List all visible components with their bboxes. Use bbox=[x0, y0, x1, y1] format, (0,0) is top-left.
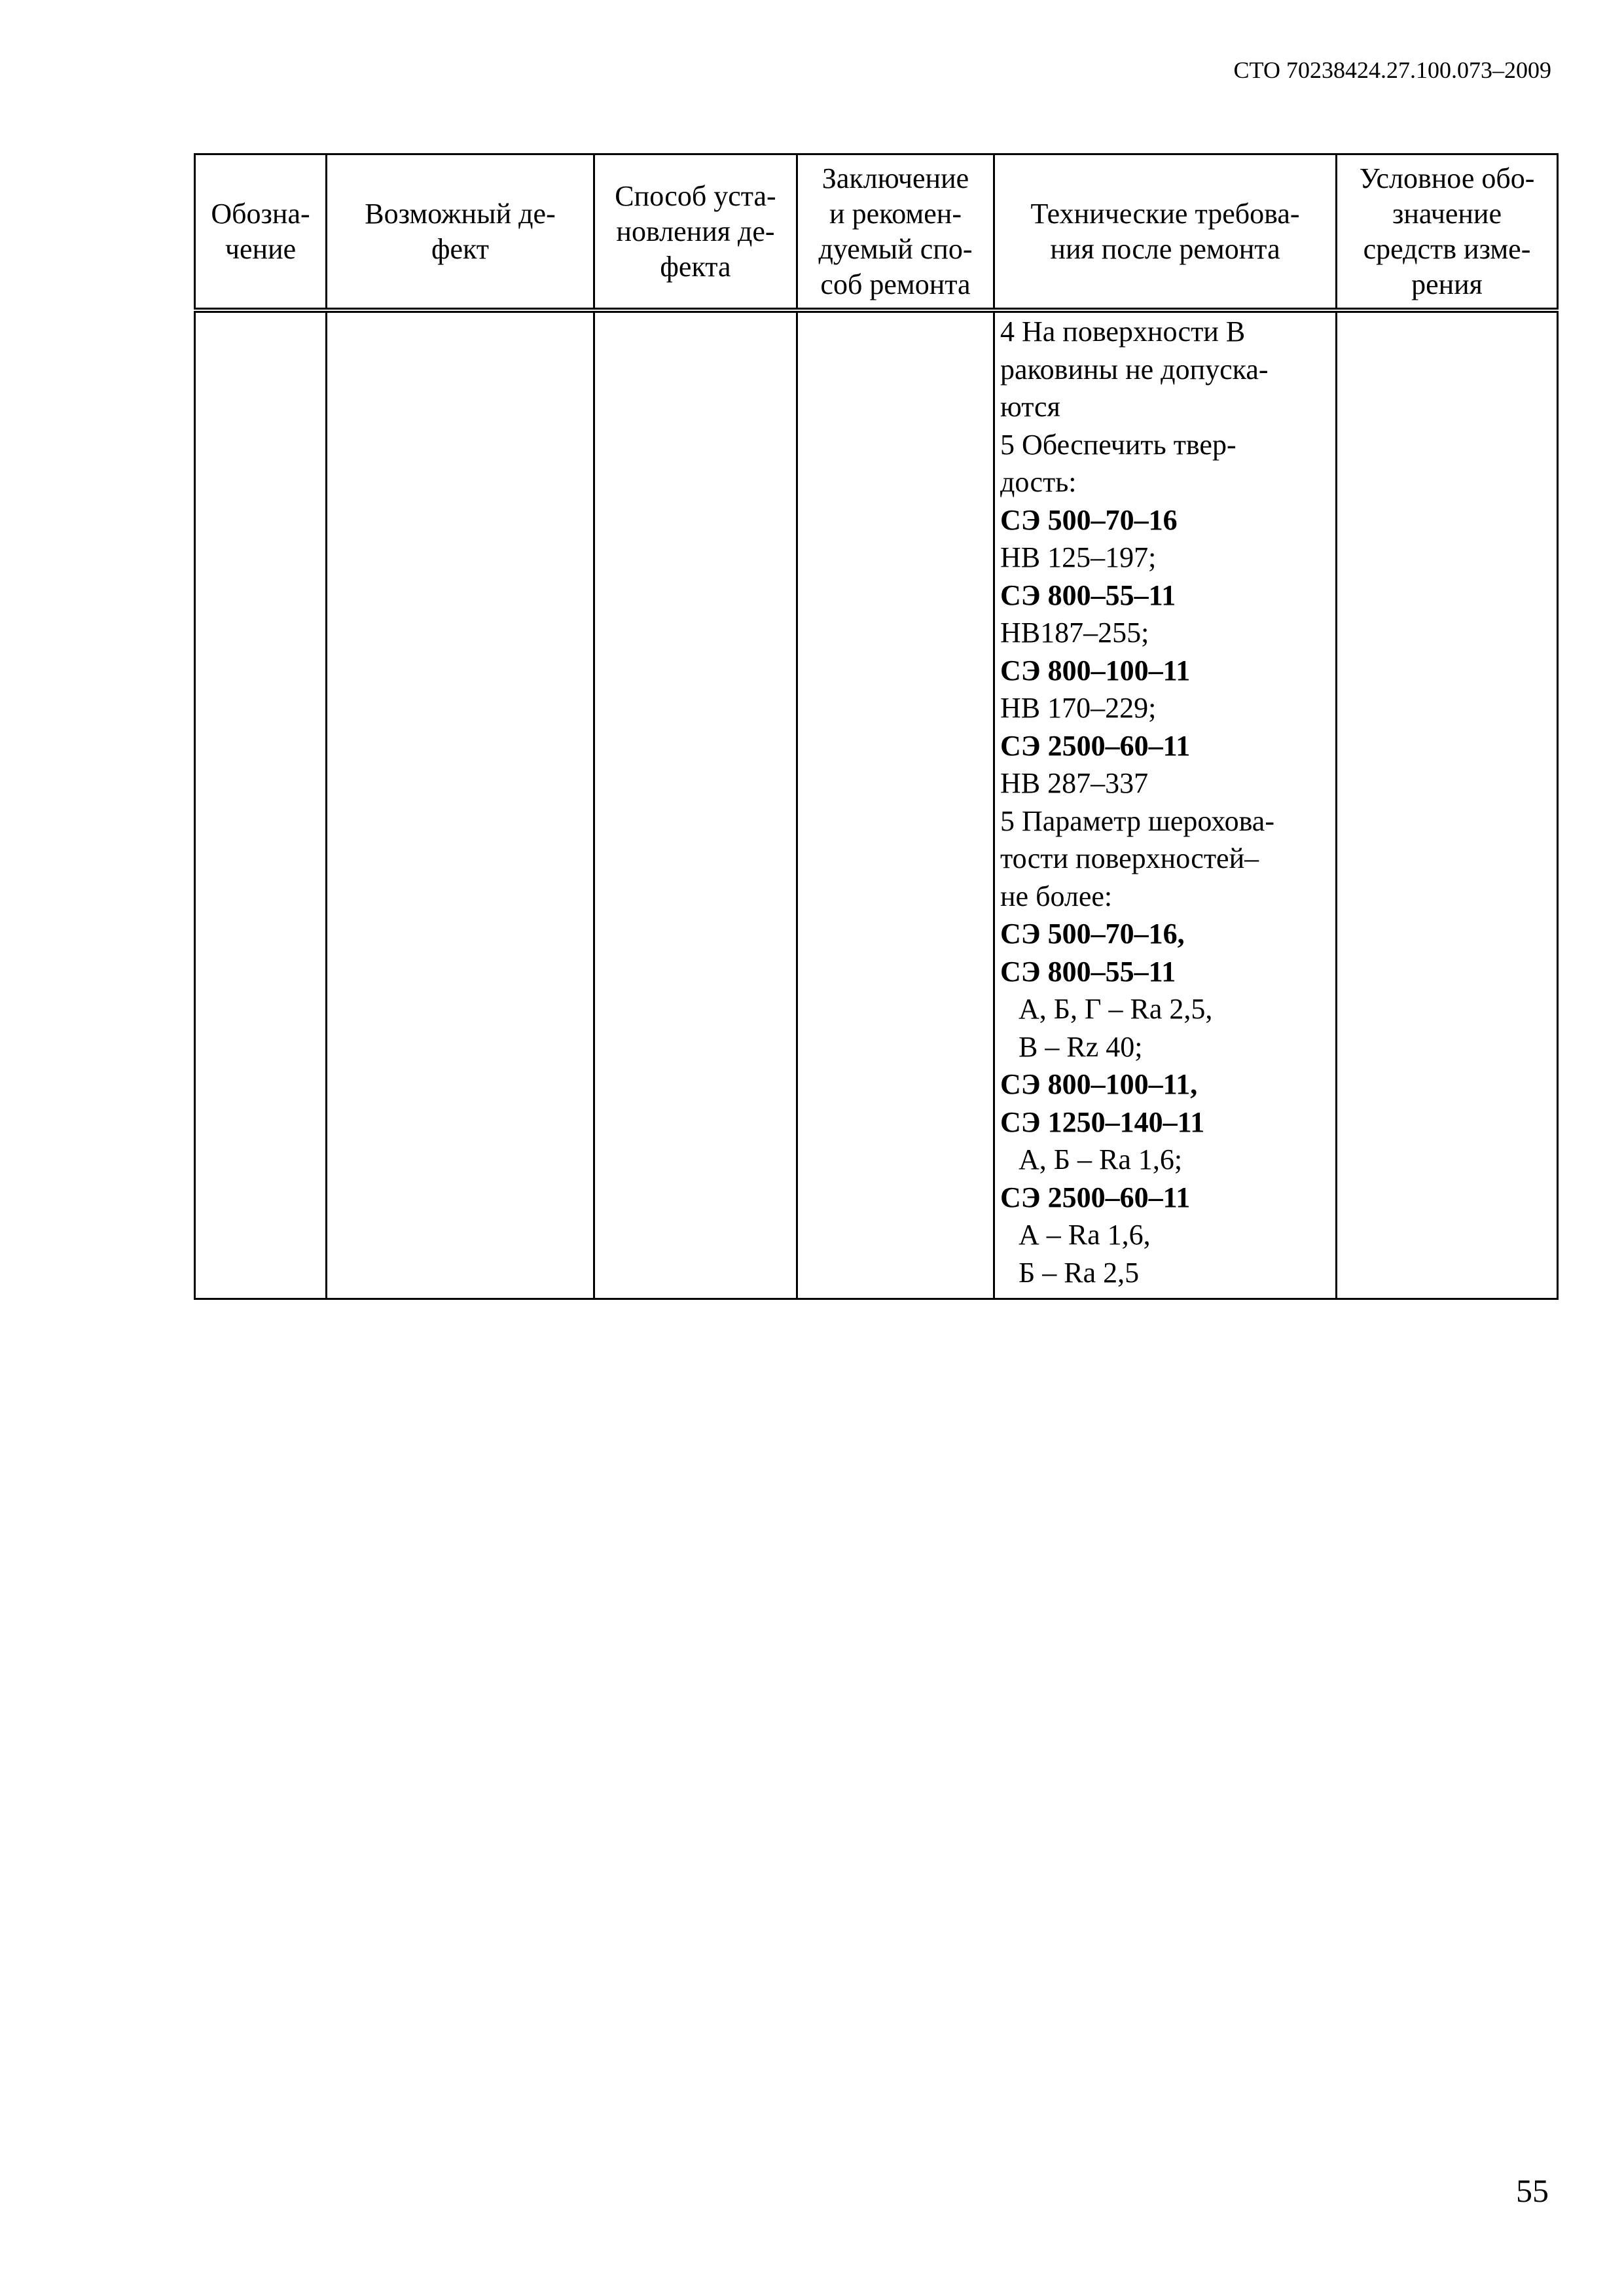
requirement-line: В – Rz 40; bbox=[1019, 1030, 1143, 1063]
requirement-line: СЭ 2500–60–11 bbox=[1000, 1181, 1191, 1213]
requirement-line: СЭ 500–70–16 bbox=[1000, 503, 1178, 536]
requirement-line: СЭ 1250–140–11 bbox=[1000, 1105, 1205, 1138]
requirement-line: 4 На поверхности В bbox=[1000, 315, 1246, 348]
header-measurement-tools: Условное обо- значение средств изме- рения bbox=[1337, 154, 1558, 311]
header-detection-method: Способ уста- новления де- фекта bbox=[594, 154, 797, 311]
cell-measurement-tools bbox=[1337, 310, 1558, 1299]
requirement-line: СЭ 800–55–11 bbox=[1000, 579, 1176, 611]
requirement-line: 5 Параметр шерохова- bbox=[1000, 804, 1274, 837]
table-row bbox=[195, 310, 1558, 1299]
table-header-row bbox=[195, 154, 1558, 311]
cell-designation bbox=[195, 310, 327, 1299]
requirement-line: А – Ra 1,6, bbox=[1019, 1219, 1151, 1251]
requirement-line: ются bbox=[1000, 391, 1060, 423]
header-designation: Обозна- чение bbox=[195, 154, 327, 311]
header-possible-defect: Возможный де- фект bbox=[327, 154, 594, 311]
requirement-line: СЭ 800–100–11 bbox=[1000, 654, 1191, 687]
requirement-line: 5 Обеспечить твер- bbox=[1000, 428, 1236, 461]
requirement-line: А, Б, Г – Ra 2,5, bbox=[1019, 993, 1213, 1025]
requirement-line: НВ 125–197; bbox=[1000, 541, 1157, 573]
page-number: 55 bbox=[1516, 2172, 1549, 2209]
requirement-line: А, Б – Ra 1,6; bbox=[1019, 1143, 1183, 1175]
requirement-line: НВ187–255; bbox=[1000, 617, 1149, 649]
cell-detection-method bbox=[594, 310, 797, 1299]
header-technical-requirements: Технические требова- ния после ремонта bbox=[994, 154, 1337, 311]
requirements-list bbox=[995, 313, 1335, 1291]
requirement-line: СЭ 500–70–16, bbox=[1000, 918, 1185, 950]
requirement-line: Б – Ra 2,5 bbox=[1019, 1256, 1140, 1289]
requirement-line: СЭ 2500–60–11 bbox=[1000, 729, 1191, 762]
document-code: СТО 70238424.27.100.073–2009 bbox=[1233, 57, 1551, 83]
requirement-line: НВ 287–337 bbox=[1000, 767, 1149, 799]
requirement-line: дость: bbox=[1000, 466, 1077, 498]
requirement-line: не более: bbox=[1000, 880, 1113, 912]
requirement-line: тости поверхностей– bbox=[1000, 842, 1259, 874]
cell-technical-requirements bbox=[994, 310, 1337, 1299]
cell-conclusion-repair-method bbox=[797, 310, 994, 1299]
requirement-line: НВ 170–229; bbox=[1000, 692, 1157, 724]
cell-possible-defect bbox=[327, 310, 594, 1299]
header-conclusion-repair-method: Заключение и рекомен- дуемый спо- соб ремонта bbox=[797, 154, 994, 311]
repair-requirements-table bbox=[194, 153, 1559, 1300]
requirement-line: раковины не допуска- bbox=[1000, 353, 1269, 386]
requirement-line: СЭ 800–55–11 bbox=[1000, 955, 1176, 988]
requirement-line: СЭ 800–100–11, bbox=[1000, 1068, 1198, 1100]
